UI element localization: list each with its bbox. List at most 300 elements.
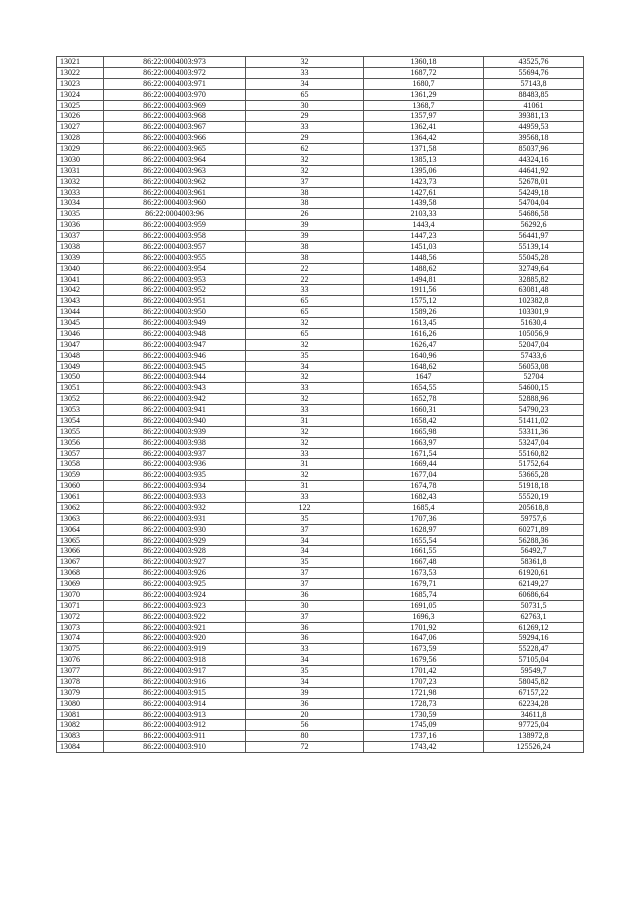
cadastral-number-cell: 86:22:0004003:941 <box>104 405 246 416</box>
price-per-unit-cell: 1654,55 <box>364 383 484 394</box>
cadastral-number-cell: 86:22:0004003:911 <box>104 731 246 742</box>
area-cell: 20 <box>246 709 364 720</box>
table-row <box>57 568 584 579</box>
area-cell: 34 <box>246 546 364 557</box>
price-per-unit-cell: 1640,96 <box>364 350 484 361</box>
total-value-cell: 60271,89 <box>484 524 584 535</box>
area-cell: 37 <box>246 579 364 590</box>
row-number-cell: 13028 <box>57 133 104 144</box>
price-per-unit-cell: 1667,48 <box>364 557 484 568</box>
price-per-unit-cell: 1575,12 <box>364 296 484 307</box>
price-per-unit-cell: 1673,59 <box>364 644 484 655</box>
table-row <box>57 263 584 274</box>
area-cell: 32 <box>246 394 364 405</box>
area-cell: 35 <box>246 557 364 568</box>
row-number-cell: 13047 <box>57 339 104 350</box>
total-value-cell: 41061 <box>484 100 584 111</box>
row-number-cell: 13031 <box>57 165 104 176</box>
price-per-unit-cell: 1626,47 <box>364 339 484 350</box>
total-value-cell: 44324,16 <box>484 154 584 165</box>
row-number-cell: 13026 <box>57 111 104 122</box>
row-number-cell: 13064 <box>57 524 104 535</box>
area-cell: 122 <box>246 502 364 513</box>
cadastral-number-cell: 86:22:0004003:942 <box>104 394 246 405</box>
area-cell: 29 <box>246 111 364 122</box>
price-per-unit-cell: 1677,04 <box>364 470 484 481</box>
area-cell: 36 <box>246 698 364 709</box>
row-number-cell: 13066 <box>57 546 104 557</box>
table-row <box>57 459 584 470</box>
cadastral-number-cell: 86:22:0004003:932 <box>104 502 246 513</box>
cadastral-number-cell: 86:22:0004003:962 <box>104 176 246 187</box>
area-cell: 37 <box>246 524 364 535</box>
table-row <box>57 296 584 307</box>
table-row <box>57 394 584 405</box>
price-per-unit-cell: 1669,44 <box>364 459 484 470</box>
cadastral-number-cell: 86:22:0004003:913 <box>104 709 246 720</box>
price-per-unit-cell: 1364,42 <box>364 133 484 144</box>
price-per-unit-cell: 1628,97 <box>364 524 484 535</box>
row-number-cell: 13079 <box>57 687 104 698</box>
cadastral-number-cell: 86:22:0004003:919 <box>104 644 246 655</box>
table-row <box>57 622 584 633</box>
table-row <box>57 709 584 720</box>
total-value-cell: 54790,23 <box>484 405 584 416</box>
cadastral-number-cell: 86:22:0004003:929 <box>104 535 246 546</box>
row-number-cell: 13084 <box>57 742 104 753</box>
area-cell: 65 <box>246 89 364 100</box>
total-value-cell: 43525,76 <box>484 57 584 68</box>
price-per-unit-cell: 1691,05 <box>364 600 484 611</box>
total-value-cell: 51752,64 <box>484 459 584 470</box>
table-row <box>57 687 584 698</box>
area-cell: 65 <box>246 296 364 307</box>
row-number-cell: 13062 <box>57 502 104 513</box>
price-per-unit-cell: 1737,16 <box>364 731 484 742</box>
price-per-unit-cell: 1679,56 <box>364 655 484 666</box>
area-cell: 33 <box>246 285 364 296</box>
cadastral-number-cell: 86:22:0004003:954 <box>104 263 246 274</box>
total-value-cell: 67157,22 <box>484 687 584 698</box>
table-row <box>57 144 584 155</box>
area-cell: 33 <box>246 122 364 133</box>
table-row <box>57 372 584 383</box>
price-per-unit-cell: 1368,7 <box>364 100 484 111</box>
price-per-unit-cell: 1661,55 <box>364 546 484 557</box>
table-row <box>57 524 584 535</box>
area-cell: 30 <box>246 600 364 611</box>
row-number-cell: 13036 <box>57 220 104 231</box>
price-per-unit-cell: 1707,36 <box>364 513 484 524</box>
price-per-unit-cell: 1682,43 <box>364 492 484 503</box>
table-row <box>57 513 584 524</box>
total-value-cell: 62234,28 <box>484 698 584 709</box>
price-per-unit-cell: 1648,62 <box>364 361 484 372</box>
cadastral-number-cell: 86:22:0004003:918 <box>104 655 246 666</box>
row-number-cell: 13049 <box>57 361 104 372</box>
price-per-unit-cell: 1707,23 <box>364 676 484 687</box>
price-per-unit-cell: 1745,09 <box>364 720 484 731</box>
cadastral-number-cell: 86:22:0004003:961 <box>104 187 246 198</box>
row-number-cell: 13055 <box>57 426 104 437</box>
price-per-unit-cell: 1701,42 <box>364 666 484 677</box>
total-value-cell: 103301,9 <box>484 307 584 318</box>
area-cell: 39 <box>246 231 364 242</box>
area-cell: 33 <box>246 448 364 459</box>
cadastral-number-cell: 86:22:0004003:926 <box>104 568 246 579</box>
table-row <box>57 67 584 78</box>
table-row <box>57 78 584 89</box>
table-row <box>57 437 584 448</box>
total-value-cell: 50731,5 <box>484 600 584 611</box>
area-cell: 32 <box>246 339 364 350</box>
price-per-unit-cell: 1663,97 <box>364 437 484 448</box>
table-row <box>57 307 584 318</box>
cadastral-number-cell: 86:22:0004003:960 <box>104 198 246 209</box>
table-row <box>57 187 584 198</box>
area-cell: 62 <box>246 144 364 155</box>
total-value-cell: 125526,24 <box>484 742 584 753</box>
cadastral-number-cell: 86:22:0004003:953 <box>104 274 246 285</box>
row-number-cell: 13046 <box>57 328 104 339</box>
price-per-unit-cell: 1427,61 <box>364 187 484 198</box>
area-cell: 32 <box>246 426 364 437</box>
row-number-cell: 13059 <box>57 470 104 481</box>
row-number-cell: 13074 <box>57 633 104 644</box>
area-cell: 32 <box>246 154 364 165</box>
cadastral-number-cell: 86:22:0004003:949 <box>104 318 246 329</box>
table-row <box>57 220 584 231</box>
row-number-cell: 13024 <box>57 89 104 100</box>
total-value-cell: 56492,7 <box>484 546 584 557</box>
area-cell: 35 <box>246 513 364 524</box>
row-number-cell: 13081 <box>57 709 104 720</box>
total-value-cell: 58045,82 <box>484 676 584 687</box>
area-cell: 34 <box>246 655 364 666</box>
cadastral-number-cell: 86:22:0004003:972 <box>104 67 246 78</box>
cadastral-number-cell: 86:22:0004003:910 <box>104 742 246 753</box>
table-row <box>57 198 584 209</box>
area-cell: 80 <box>246 731 364 742</box>
row-number-cell: 13054 <box>57 415 104 426</box>
cadastral-number-cell: 86:22:0004003:963 <box>104 165 246 176</box>
cadastral-number-cell: 86:22:0004003:915 <box>104 687 246 698</box>
price-per-unit-cell: 1423,73 <box>364 176 484 187</box>
total-value-cell: 57143,8 <box>484 78 584 89</box>
area-cell: 65 <box>246 307 364 318</box>
cadastral-number-cell: 86:22:0004003:971 <box>104 78 246 89</box>
area-cell: 38 <box>246 198 364 209</box>
total-value-cell: 105056,9 <box>484 328 584 339</box>
total-value-cell: 32749,64 <box>484 263 584 274</box>
row-number-cell: 13060 <box>57 481 104 492</box>
cadastral-number-cell: 86:22:0004003:912 <box>104 720 246 731</box>
cadastral-number-cell: 86:22:0004003:938 <box>104 437 246 448</box>
cadastral-number-cell: 86:22:0004003:958 <box>104 231 246 242</box>
price-per-unit-cell: 1361,29 <box>364 89 484 100</box>
cadastral-number-cell: 86:22:0004003:931 <box>104 513 246 524</box>
row-number-cell: 13027 <box>57 122 104 133</box>
area-cell: 33 <box>246 405 364 416</box>
table-row <box>57 492 584 503</box>
price-per-unit-cell: 1448,56 <box>364 252 484 263</box>
area-cell: 22 <box>246 274 364 285</box>
table-row <box>57 209 584 220</box>
total-value-cell: 138972,8 <box>484 731 584 742</box>
cadastral-number-cell: 86:22:0004003:914 <box>104 698 246 709</box>
row-number-cell: 13069 <box>57 579 104 590</box>
row-number-cell: 13033 <box>57 187 104 198</box>
table-row <box>57 318 584 329</box>
row-number-cell: 13037 <box>57 231 104 242</box>
row-number-cell: 13053 <box>57 405 104 416</box>
total-value-cell: 32885,82 <box>484 274 584 285</box>
area-cell: 34 <box>246 676 364 687</box>
price-per-unit-cell: 1671,54 <box>364 448 484 459</box>
area-cell: 31 <box>246 415 364 426</box>
row-number-cell: 13025 <box>57 100 104 111</box>
cadastral-number-cell: 86:22:0004003:937 <box>104 448 246 459</box>
area-cell: 32 <box>246 57 364 68</box>
row-number-cell: 13076 <box>57 655 104 666</box>
table-row <box>57 111 584 122</box>
cadastral-number-cell: 86:22:0004003:933 <box>104 492 246 503</box>
table-row <box>57 470 584 481</box>
area-cell: 72 <box>246 742 364 753</box>
table-row <box>57 742 584 753</box>
area-cell: 29 <box>246 133 364 144</box>
price-per-unit-cell: 1371,58 <box>364 144 484 155</box>
total-value-cell: 56053,08 <box>484 361 584 372</box>
area-cell: 31 <box>246 481 364 492</box>
total-value-cell: 56441,97 <box>484 231 584 242</box>
total-value-cell: 55045,28 <box>484 252 584 263</box>
table-row <box>57 133 584 144</box>
total-value-cell: 51411,02 <box>484 415 584 426</box>
total-value-cell: 102382,8 <box>484 296 584 307</box>
area-cell: 33 <box>246 383 364 394</box>
table-row <box>57 589 584 600</box>
total-value-cell: 56292,6 <box>484 220 584 231</box>
cadastral-number-cell: 86:22:0004003:928 <box>104 546 246 557</box>
table-row <box>57 579 584 590</box>
row-number-cell: 13068 <box>57 568 104 579</box>
price-per-unit-cell: 1911,56 <box>364 285 484 296</box>
cadastral-number-cell: 86:22:0004003:945 <box>104 361 246 372</box>
cadastral-number-cell: 86:22:0004003:922 <box>104 611 246 622</box>
table-row <box>57 546 584 557</box>
row-number-cell: 13073 <box>57 622 104 633</box>
row-number-cell: 13032 <box>57 176 104 187</box>
total-value-cell: 59549,7 <box>484 666 584 677</box>
table-row <box>57 383 584 394</box>
price-per-unit-cell: 1685,74 <box>364 589 484 600</box>
price-per-unit-cell: 1687,72 <box>364 67 484 78</box>
row-number-cell: 13044 <box>57 307 104 318</box>
total-value-cell: 52678,01 <box>484 176 584 187</box>
price-per-unit-cell: 1443,4 <box>364 220 484 231</box>
total-value-cell: 55228,47 <box>484 644 584 655</box>
row-number-cell: 13077 <box>57 666 104 677</box>
total-value-cell: 55694,76 <box>484 67 584 78</box>
cadastral-number-cell: 86:22:0004003:917 <box>104 666 246 677</box>
cadastral-number-cell: 86:22:0004003:930 <box>104 524 246 535</box>
row-number-cell: 13039 <box>57 252 104 263</box>
total-value-cell: 55139,14 <box>484 241 584 252</box>
area-cell: 39 <box>246 220 364 231</box>
total-value-cell: 55520,19 <box>484 492 584 503</box>
area-cell: 34 <box>246 78 364 89</box>
table-row <box>57 731 584 742</box>
total-value-cell: 58361,8 <box>484 557 584 568</box>
cadastral-number-cell: 86:22:0004003:973 <box>104 57 246 68</box>
table-row <box>57 122 584 133</box>
area-cell: 38 <box>246 241 364 252</box>
total-value-cell: 39381,13 <box>484 111 584 122</box>
price-per-unit-cell: 1730,59 <box>364 709 484 720</box>
area-cell: 38 <box>246 252 364 263</box>
area-cell: 65 <box>246 328 364 339</box>
table-row <box>57 611 584 622</box>
row-number-cell: 13070 <box>57 589 104 600</box>
total-value-cell: 54686,58 <box>484 209 584 220</box>
total-value-cell: 54600,15 <box>484 383 584 394</box>
total-value-cell: 56288,36 <box>484 535 584 546</box>
cadastral-number-cell: 86:22:0004003:936 <box>104 459 246 470</box>
area-cell: 35 <box>246 350 364 361</box>
table-row <box>57 720 584 731</box>
cadastral-number-cell: 86:22:0004003:955 <box>104 252 246 263</box>
cadastral-number-cell: 86:22:0004003:959 <box>104 220 246 231</box>
cadastral-number-cell: 86:22:0004003:957 <box>104 241 246 252</box>
row-number-cell: 13072 <box>57 611 104 622</box>
row-number-cell: 13038 <box>57 241 104 252</box>
total-value-cell: 85037,96 <box>484 144 584 155</box>
document-page <box>56 56 583 753</box>
price-per-unit-cell: 1447,23 <box>364 231 484 242</box>
row-number-cell: 13056 <box>57 437 104 448</box>
cadastral-number-cell: 86:22:0004003:920 <box>104 633 246 644</box>
area-cell: 36 <box>246 622 364 633</box>
price-per-unit-cell: 1721,98 <box>364 687 484 698</box>
total-value-cell: 53311,36 <box>484 426 584 437</box>
area-cell: 32 <box>246 318 364 329</box>
area-cell: 26 <box>246 209 364 220</box>
table-row <box>57 655 584 666</box>
total-value-cell: 57433,6 <box>484 350 584 361</box>
row-number-cell: 13045 <box>57 318 104 329</box>
table-row <box>57 274 584 285</box>
area-cell: 38 <box>246 187 364 198</box>
table-body <box>57 57 584 753</box>
row-number-cell: 13029 <box>57 144 104 155</box>
cadastral-number-cell: 86:22:0004003:964 <box>104 154 246 165</box>
price-per-unit-cell: 1362,41 <box>364 122 484 133</box>
total-value-cell: 54704,04 <box>484 198 584 209</box>
total-value-cell: 54249,18 <box>484 187 584 198</box>
table-row <box>57 241 584 252</box>
table-row <box>57 57 584 68</box>
cadastral-number-cell: 86:22:0004003:968 <box>104 111 246 122</box>
total-value-cell: 34611,8 <box>484 709 584 720</box>
cadastral-number-cell: 86:22:0004003:969 <box>104 100 246 111</box>
cadastral-number-cell: 86:22:0004003:967 <box>104 122 246 133</box>
price-per-unit-cell: 1655,54 <box>364 535 484 546</box>
row-number-cell: 13078 <box>57 676 104 687</box>
table-row <box>57 285 584 296</box>
total-value-cell: 44959,53 <box>484 122 584 133</box>
row-number-cell: 13043 <box>57 296 104 307</box>
table-row <box>57 405 584 416</box>
area-cell: 32 <box>246 372 364 383</box>
table-row <box>57 666 584 677</box>
price-per-unit-cell: 1616,26 <box>364 328 484 339</box>
cadastral-number-cell: 86:22:0004003:943 <box>104 383 246 394</box>
row-number-cell: 13048 <box>57 350 104 361</box>
cadastral-number-cell: 86:22:0004003:934 <box>104 481 246 492</box>
price-per-unit-cell: 1696,3 <box>364 611 484 622</box>
table-row <box>57 448 584 459</box>
table-row <box>57 165 584 176</box>
price-per-unit-cell: 1679,71 <box>364 579 484 590</box>
price-per-unit-cell: 1589,26 <box>364 307 484 318</box>
row-number-cell: 13083 <box>57 731 104 742</box>
area-cell: 35 <box>246 666 364 677</box>
price-per-unit-cell: 1385,13 <box>364 154 484 165</box>
table-row <box>57 154 584 165</box>
total-value-cell: 44641,92 <box>484 165 584 176</box>
table-row <box>57 328 584 339</box>
price-per-unit-cell: 1439,58 <box>364 198 484 209</box>
row-number-cell: 13058 <box>57 459 104 470</box>
price-per-unit-cell: 1701,92 <box>364 622 484 633</box>
price-per-unit-cell: 1658,42 <box>364 415 484 426</box>
price-per-unit-cell: 1647,06 <box>364 633 484 644</box>
table-row <box>57 676 584 687</box>
cadastral-number-cell: 86:22:0004003:939 <box>104 426 246 437</box>
area-cell: 32 <box>246 437 364 448</box>
price-per-unit-cell: 1613,45 <box>364 318 484 329</box>
cadastral-number-cell: 86:22:0004003:951 <box>104 296 246 307</box>
table-row <box>57 557 584 568</box>
table-row <box>57 252 584 263</box>
row-number-cell: 13022 <box>57 67 104 78</box>
row-number-cell: 13041 <box>57 274 104 285</box>
area-cell: 22 <box>246 263 364 274</box>
price-per-unit-cell: 1743,42 <box>364 742 484 753</box>
total-value-cell: 51918,18 <box>484 481 584 492</box>
row-number-cell: 13063 <box>57 513 104 524</box>
cadastral-number-cell: 86:22:0004003:948 <box>104 328 246 339</box>
cadastral-number-cell: 86:22:0004003:970 <box>104 89 246 100</box>
total-value-cell: 52047,04 <box>484 339 584 350</box>
row-number-cell: 13052 <box>57 394 104 405</box>
table-row <box>57 644 584 655</box>
price-per-unit-cell: 1685,4 <box>364 502 484 513</box>
price-per-unit-cell: 1673,53 <box>364 568 484 579</box>
row-number-cell: 13050 <box>57 372 104 383</box>
total-value-cell: 60686,64 <box>484 589 584 600</box>
total-value-cell: 55160,82 <box>484 448 584 459</box>
data-table <box>56 56 584 753</box>
area-cell: 36 <box>246 633 364 644</box>
cadastral-number-cell: 86:22:0004003:96 <box>104 209 246 220</box>
cadastral-number-cell: 86:22:0004003:925 <box>104 579 246 590</box>
row-number-cell: 13040 <box>57 263 104 274</box>
cadastral-number-cell: 86:22:0004003:927 <box>104 557 246 568</box>
area-cell: 32 <box>246 165 364 176</box>
price-per-unit-cell: 1660,31 <box>364 405 484 416</box>
